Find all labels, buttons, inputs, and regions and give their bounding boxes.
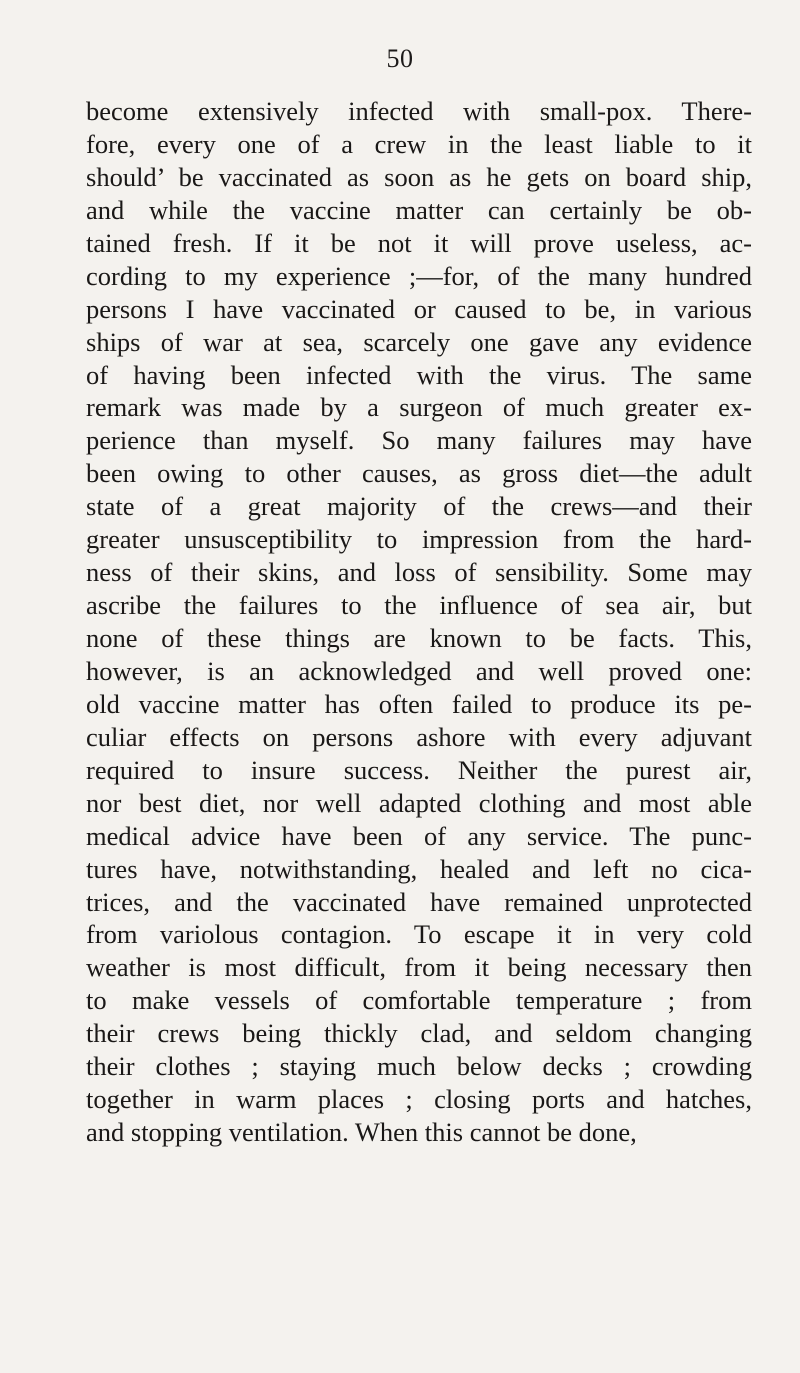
text-line: tures have, notwithstanding, healed and left no cica- — [86, 853, 752, 884]
text-line: to make vessels of comfortable temperature ; from — [86, 985, 752, 1016]
text-line: remark was made by a surgeon of much greater ex- — [86, 392, 752, 423]
text-line: ness of their skins, and loss of sensibility. Some may — [86, 557, 752, 588]
text-line: fore, every one of a crew in the least liable to it — [86, 128, 752, 159]
text-line: culiar effects on persons ashore with every adjuvant — [86, 721, 752, 752]
text-line: together in warm places ; closing ports and hatches, — [86, 1084, 752, 1115]
text-line: from variolous contagion. To escape it in very cold — [86, 919, 752, 950]
text-line: greater unsusceptibility to impression from the hard- — [86, 524, 752, 555]
text-line: of having been infected with the virus. The same — [86, 359, 752, 390]
text-line: tained fresh. If it be not it will prove useless, ac- — [86, 227, 752, 258]
text-line: medical advice have been of any service. The punc- — [86, 820, 752, 851]
text-line: and while the vaccine matter can certainly be ob- — [86, 194, 752, 225]
text-line: their crews being thickly clad, and seldom changing — [86, 1018, 752, 1049]
text-line: perience than myself. So many failures may have — [86, 425, 752, 456]
text-line: trices, and the vaccinated have remained unprotected — [86, 886, 752, 917]
text-line: nor best diet, nor well adapted clothing and most able — [86, 787, 752, 818]
text-line: persons I have vaccinated or caused to be, in various — [86, 293, 752, 324]
text-line: weather is most difficult, from it being necessary then — [86, 952, 752, 983]
text-line: state of a great majority of the crews—and their — [86, 491, 752, 522]
text-line: become extensively infected with small-pox. There- — [86, 96, 752, 126]
text-line: however, is an acknowledged and well proved one: — [86, 655, 752, 686]
page-number: 50 — [386, 44, 414, 73]
body-text — [86, 95, 752, 1149]
text-line: none of these things are known to be facts. This, — [86, 623, 752, 653]
text-line: old vaccine matter has often failed to produce its pe- — [86, 688, 752, 719]
text-line: cording to my experience ;—for, of the many hundred — [86, 260, 752, 291]
text-line: ships of war at sea, scarcely one gave any evidence — [86, 326, 752, 357]
text-line: ascribe the failures to the influence of sea air, but — [86, 590, 752, 621]
text-line: been owing to other causes, as gross diet—the adult — [86, 458, 752, 489]
text-line: and stopping ventilation. When this cannot be done, — [86, 1117, 637, 1148]
text-line: should’ be vaccinated as soon as he gets on board ship, — [86, 161, 752, 192]
text-line: their clothes ; staying much below decks ; crowding — [86, 1051, 752, 1082]
text-line: required to insure success. Neither the purest air, — [86, 754, 752, 785]
